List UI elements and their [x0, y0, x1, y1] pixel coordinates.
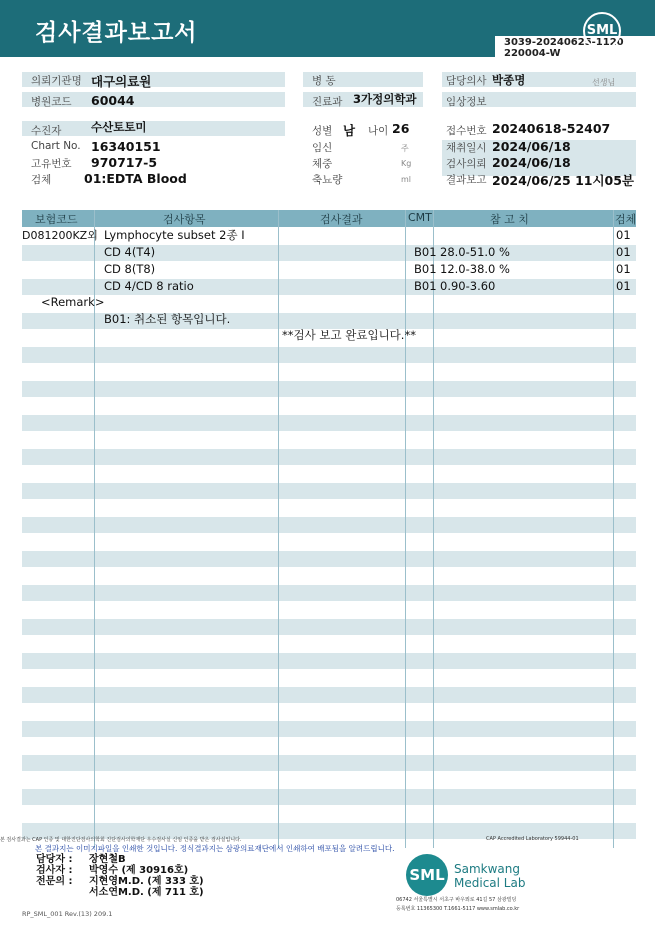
hospital-code: 60044 — [91, 93, 135, 108]
sml-logo: SML — [583, 12, 621, 50]
col-header-item: 검사항목 — [163, 213, 206, 226]
column-divider — [278, 210, 279, 848]
table-stripe — [22, 415, 636, 431]
column-divider — [405, 210, 406, 848]
table-stripe — [22, 585, 636, 601]
row-specimen: 01 — [616, 245, 631, 259]
patient-label: 수진자 — [31, 125, 62, 137]
col-header-specimen: 검체 — [615, 213, 637, 226]
row-item: Lymphocyte subset 2종 I — [104, 228, 245, 242]
doctor-label: 담당의사 — [446, 75, 487, 87]
sig-role: 담당자 : — [36, 854, 73, 865]
pregnancy-unit: 주 — [401, 144, 409, 153]
table-stripe — [22, 551, 636, 567]
ward-label: 병 동 — [312, 75, 336, 87]
row-cmt: B01 — [414, 245, 437, 259]
weight-label: 체중 — [312, 158, 333, 170]
chart-no: 16340151 — [91, 139, 161, 154]
specimen: 01:EDTA Blood — [84, 171, 187, 186]
fine-print: 본 검사결과는 CAP 인증 및 대한진단검사의학회 진단검사의학재단 우수검사실 신임 인증을 받은 검사실입니다. — [0, 837, 242, 843]
collect-date: 2024/06/18 — [492, 139, 571, 154]
row-item: CD 4(T4) — [104, 245, 156, 259]
sig-role: 검사자 : — [36, 865, 73, 876]
row-cmt: B01 — [414, 262, 437, 276]
row-item: CD 4/CD 8 ratio — [104, 279, 194, 293]
table-stripe — [22, 755, 636, 771]
age: 26 — [392, 121, 410, 136]
doc-code: RP_SML_001 Rev.(13) 209.1 — [22, 910, 113, 918]
patient-name: 수산토토미 — [91, 120, 147, 134]
page-title: 검사결과보고서 — [35, 20, 198, 46]
chart-label: Chart No. — [31, 140, 81, 152]
table-stripe — [22, 619, 636, 635]
table-stripe — [22, 517, 636, 533]
doctor-suffix: 선생님 — [592, 78, 616, 87]
lab-logo: SML — [406, 854, 448, 896]
sig-name: 서소연M.D. (제 711 호) — [89, 887, 204, 898]
table-stripe — [22, 381, 636, 397]
weight-unit: Kg — [401, 159, 412, 168]
pregnancy-label: 임신 — [312, 142, 333, 154]
table-stripe — [22, 653, 636, 669]
hospital-code-label: 병원코드 — [31, 96, 72, 108]
id-label: 고유번호 — [31, 158, 72, 170]
sig-name: 장현철B — [89, 854, 126, 865]
row-ref: 0.90-3.60 — [440, 279, 496, 293]
dept: 3가정의학과 — [353, 92, 417, 106]
doctor: 박종명 — [492, 73, 526, 87]
urine-label: 축뇨량 — [312, 174, 343, 186]
lab-registration: 등록번호 11365300 T.1661-5117 www.smlab.co.kr — [396, 906, 520, 912]
report-complete: **검사 보고 완료입니다.** — [282, 328, 416, 342]
column-divider — [613, 210, 614, 848]
clinical-info-label: 임상정보 — [446, 96, 487, 108]
row-ref: 28.0-51.0 % — [440, 245, 510, 259]
receipt-label: 접수번호 — [446, 125, 487, 137]
sex: 남 — [343, 123, 356, 138]
patient-id: 970717-5 — [91, 155, 158, 170]
table-stripe — [22, 347, 636, 363]
row-ref: 12.0-38.0 % — [440, 262, 510, 276]
table-stripe — [22, 687, 636, 703]
urine-unit: ml — [401, 175, 412, 184]
sig-name: 박영수 (제 30916호) — [89, 865, 189, 876]
sig-name: 지현영M.D. (제 333 호) — [89, 876, 204, 887]
column-divider — [433, 210, 434, 848]
table-stripe — [22, 483, 636, 499]
table-stripe — [22, 449, 636, 465]
dept-label: 진료과 — [312, 96, 343, 108]
row-specimen: 01 — [616, 279, 631, 293]
row-specimen: 01 — [616, 262, 631, 276]
col-header-ref: 참 고 치 — [490, 213, 529, 226]
row-specimen: 01 — [616, 228, 631, 242]
cap-number: CAP Accredited Laboratory 59944-01 — [486, 836, 579, 842]
age-label: 나이 — [368, 125, 389, 137]
collect-label: 채취일시 — [446, 142, 487, 154]
report-date: 2024/06/25 11시05분 — [492, 173, 635, 188]
remark-label: <Remark> — [41, 295, 105, 309]
specimen-label: 검체 — [31, 174, 52, 186]
image-notice: 본 결과지는 이미지파일을 인쇄한 것입니다. 정식결과지는 삼광의료재단에서 인쇄하여 배포됨을 알려드립니다. — [35, 844, 395, 853]
report-label: 결과보고 — [446, 174, 487, 186]
institution-label: 의뢰기관명 — [31, 75, 82, 87]
report-number: 3039-20240625-1120 220004-W — [504, 37, 624, 59]
receipt-no: 20240618-52407 — [492, 121, 611, 136]
info-band — [22, 121, 285, 136]
table-stripe — [22, 721, 636, 737]
table-stripe — [22, 789, 636, 805]
row-item: CD 8(T8) — [104, 262, 156, 276]
request-label: 검사의뢰 — [446, 158, 487, 170]
col-header-cmt: CMT — [408, 211, 432, 224]
row-cmt: B01 — [414, 279, 437, 293]
sex-label: 성별 — [312, 125, 333, 137]
col-header-code: 보험코드 — [35, 213, 78, 226]
row-code: D081200KZ외 — [22, 229, 98, 242]
request-date: 2024/06/18 — [492, 155, 571, 170]
institution: 대구의료원 — [91, 74, 152, 89]
remark-text: B01: 취소된 항목입니다. — [104, 312, 231, 326]
sig-role: 전문의 : — [36, 876, 73, 887]
col-header-result: 검사결과 — [320, 213, 363, 226]
lab-name: Samkwang Medical Lab — [454, 862, 526, 890]
lab-address: 06742 서울특별시 서초구 바우뫼로 41길 57 삼광빌딩 — [396, 897, 517, 903]
